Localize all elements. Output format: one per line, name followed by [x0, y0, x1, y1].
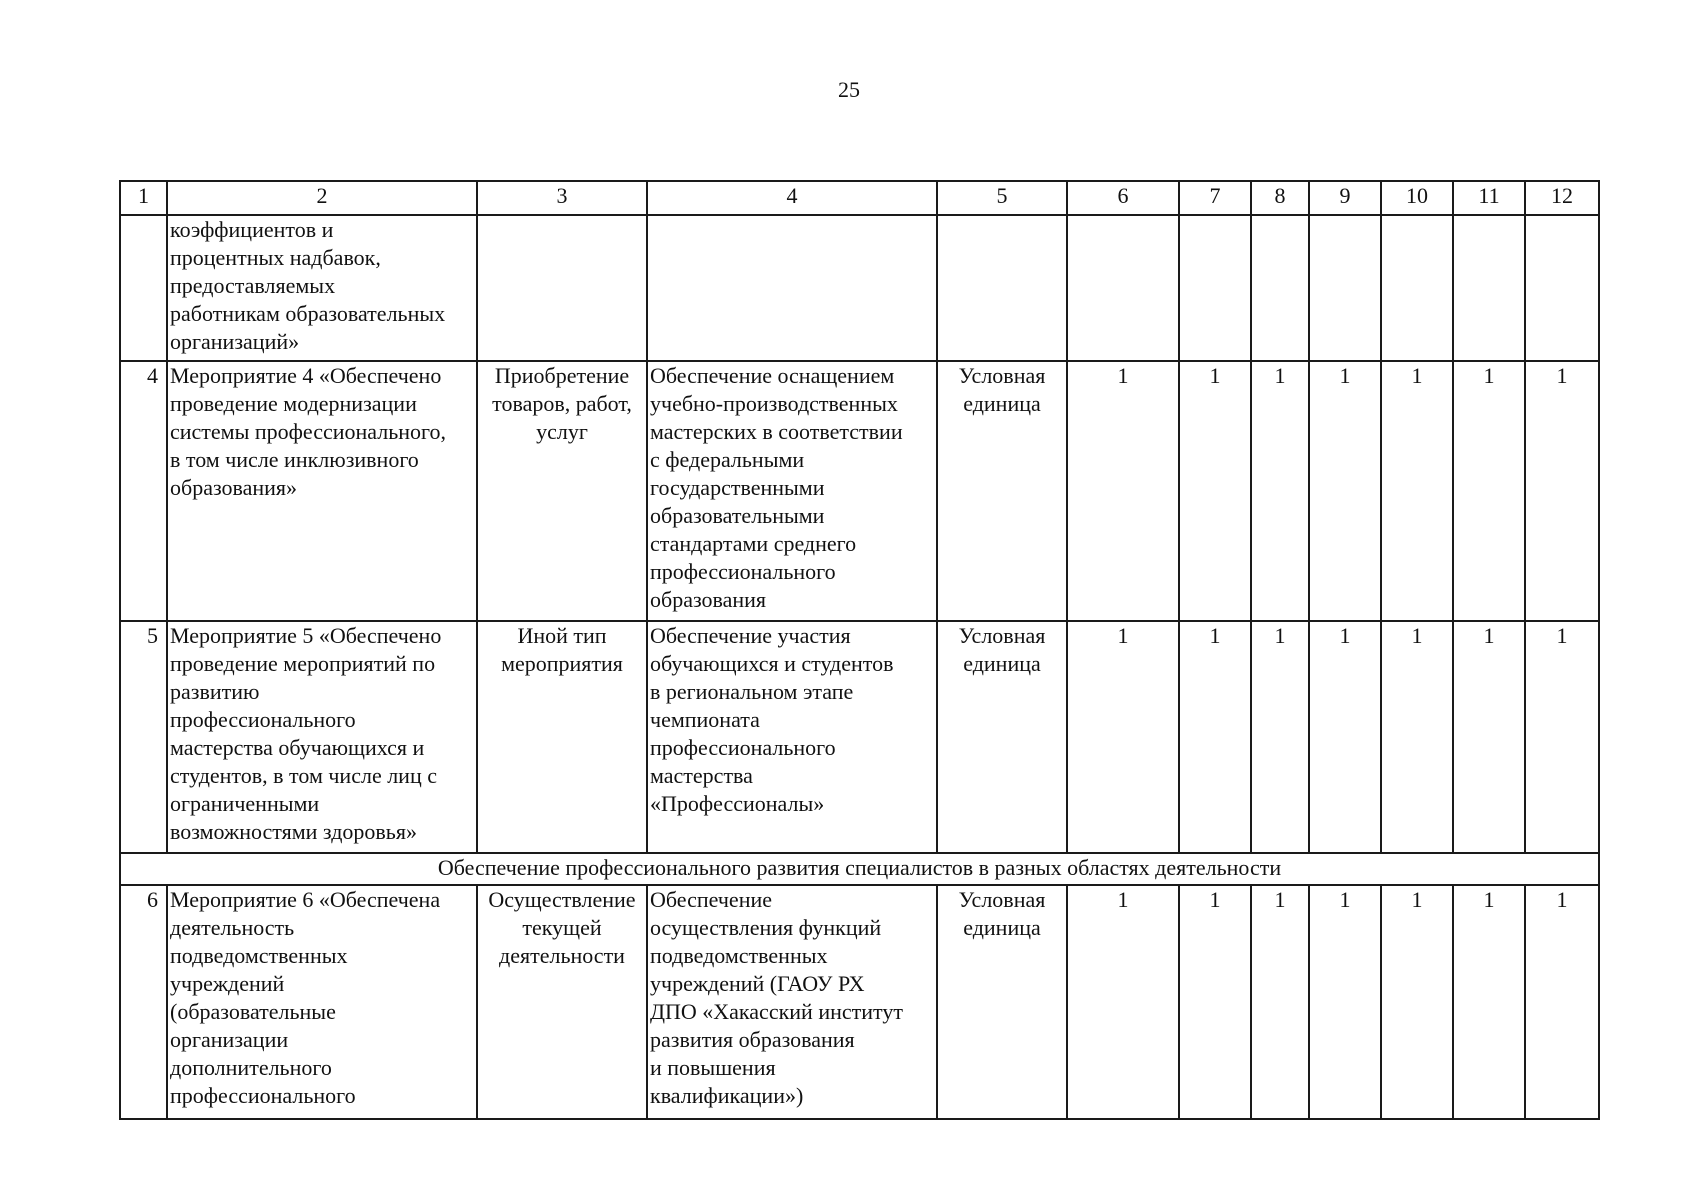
header-cell: 12 — [1525, 181, 1599, 215]
value-cell: 1 — [1381, 621, 1453, 853]
value-cell: 1 — [1453, 621, 1525, 853]
result-cell: Обеспечение участия обучающихся и студентов в региональном этапе чемпионата профессионального мастерства «Профессионалы» — [647, 621, 937, 853]
value-cell: 1 — [1453, 885, 1525, 1119]
table-row — [120, 621, 1599, 853]
header-row — [120, 181, 1599, 215]
header-cell: 1 — [120, 181, 167, 215]
value-cell: 1 — [1309, 361, 1381, 621]
measure-name-cell: Мероприятие 5 «Обеспечено проведение мероприятий по развитию профессионального мастерства обучающихся и студентов, в том числе лиц с ограниченными возможностями здоровья» — [167, 621, 477, 853]
value-cell: 1 — [1251, 361, 1309, 621]
header-cell: 8 — [1251, 181, 1309, 215]
value-cell: 1 — [1179, 885, 1251, 1119]
result-cell: Обеспечение осуществления функций подведомственных учреждений (ГАОУ РХ ДПО «Хакасский институт развития образования и повышения квалификации») — [647, 885, 937, 1119]
unit-cell: Условная единица — [937, 621, 1067, 853]
value-cell: 1 — [1067, 885, 1179, 1119]
value-cell — [1453, 215, 1525, 361]
measure-name-cell: коэффициентов и процентных надбавок, предоставляемых работникам образовательных организаций» — [167, 215, 477, 361]
value-cell: 1 — [1179, 621, 1251, 853]
value-cell — [1525, 215, 1599, 361]
header-cell: 5 — [937, 181, 1067, 215]
value-cell: 1 — [1179, 361, 1251, 621]
row-number-cell: 6 — [120, 885, 167, 1119]
value-cell: 1 — [1381, 361, 1453, 621]
value-cell: 1 — [1525, 885, 1599, 1119]
header-cell: 9 — [1309, 181, 1381, 215]
value-cell: 1 — [1381, 885, 1453, 1119]
value-cell: 1 — [1251, 885, 1309, 1119]
measure-type-cell: Иной тип мероприятия — [477, 621, 647, 853]
value-cell: 1 — [1309, 885, 1381, 1119]
measure-type-cell: Приобретение товаров, работ, услуг — [477, 361, 647, 621]
value-cell: 1 — [1453, 361, 1525, 621]
section-title: Обеспечение профессионального развития специалистов в разных областях деятельности — [120, 853, 1599, 885]
value-cell — [1067, 215, 1179, 361]
measure-type-cell — [477, 215, 647, 361]
value-cell — [1179, 215, 1251, 361]
table-row-continuation — [120, 215, 1599, 361]
section-title-row — [120, 853, 1599, 885]
value-cell — [1251, 215, 1309, 361]
row-number-cell: 5 — [120, 621, 167, 853]
table-row — [120, 885, 1599, 1119]
unit-cell: Условная единица — [937, 361, 1067, 621]
value-cell — [1381, 215, 1453, 361]
value-cell: 1 — [1067, 621, 1179, 853]
unit-cell — [937, 215, 1067, 361]
value-cell: 1 — [1309, 621, 1381, 853]
header-cell: 7 — [1179, 181, 1251, 215]
row-number-cell — [120, 215, 167, 361]
row-number-cell: 4 — [120, 361, 167, 621]
value-cell: 1 — [1067, 361, 1179, 621]
measure-type-cell: Осуществление текущей деятельности — [477, 885, 647, 1119]
header-cell: 3 — [477, 181, 647, 215]
value-cell: 1 — [1525, 361, 1599, 621]
value-cell — [1309, 215, 1381, 361]
measure-name-cell: Мероприятие 6 «Обеспечена деятельность подведомственных учреждений (образовательные организации дополнительного профессионального — [167, 885, 477, 1119]
table-row — [120, 361, 1599, 621]
value-cell: 1 — [1525, 621, 1599, 853]
value-cell: 1 — [1251, 621, 1309, 853]
measure-name-cell: Мероприятие 4 «Обеспечено проведение модернизации системы профессионального, в том числе инклюзивного образования» — [167, 361, 477, 621]
result-cell — [647, 215, 937, 361]
page-number: 25 — [838, 77, 860, 102]
header-cell: 11 — [1453, 181, 1525, 215]
unit-cell: Условная единица — [937, 885, 1067, 1119]
header-cell: 4 — [647, 181, 937, 215]
header-cell: 6 — [1067, 181, 1179, 215]
indicators-table — [119, 180, 1600, 1120]
header-cell: 2 — [167, 181, 477, 215]
header-cell: 10 — [1381, 181, 1453, 215]
result-cell: Обеспечение оснащением учебно-производственных мастерских в соответствии с федеральными государственными образовательными стандартами среднего профессионального образования — [647, 361, 937, 621]
